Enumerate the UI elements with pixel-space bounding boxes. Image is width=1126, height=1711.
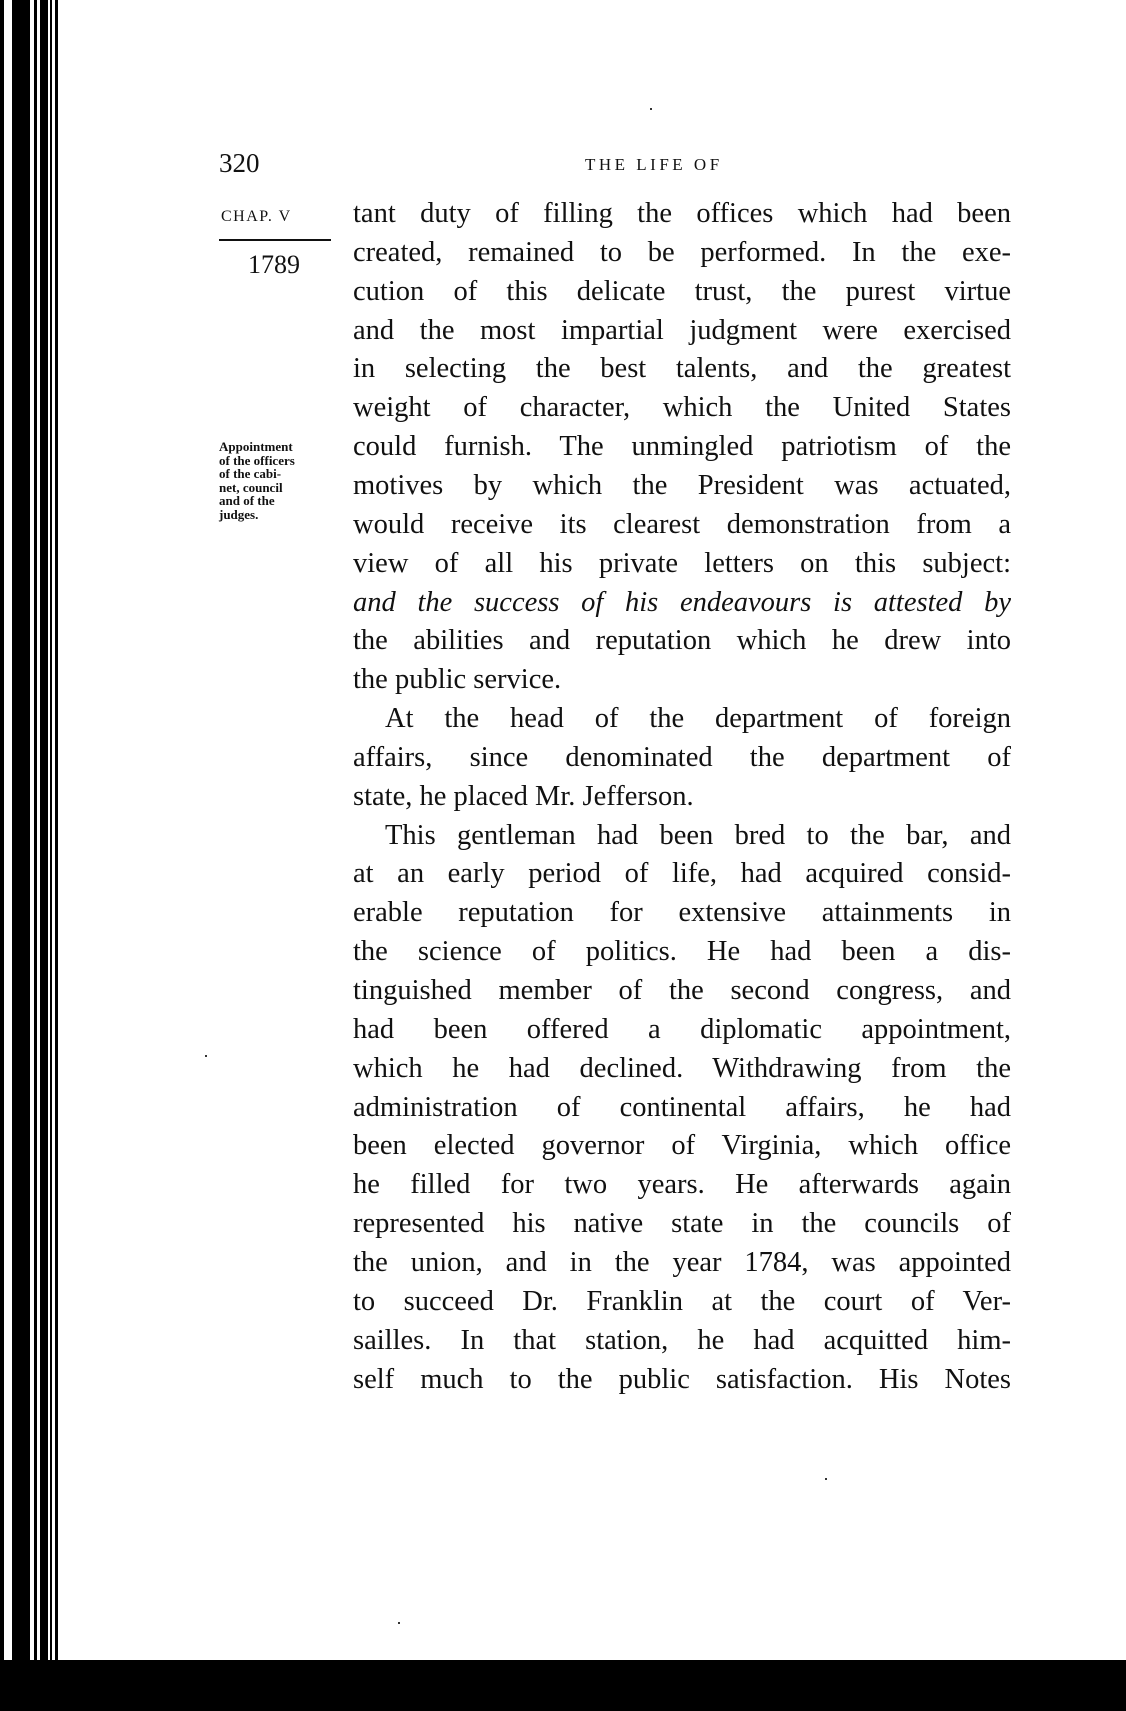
margin-note-line: of the officers: [219, 452, 295, 468]
text-line: sailles. In that station, he had acquitted him-: [353, 1324, 1011, 1356]
text-line: administration of continental affairs, he had: [353, 1091, 1011, 1123]
text-line: the science of politics. He had been a dis-: [353, 936, 1011, 968]
binding-shadow: [34, 0, 37, 1680]
speck: [825, 1478, 827, 1480]
text-line: motives by which the President was actuated,: [353, 469, 1011, 501]
text-line: had been offered a diplomatic appointment,: [353, 1013, 1011, 1045]
binding-shadow: [40, 0, 48, 1690]
text-line: tinguished member of the second congress, and: [353, 975, 1011, 1006]
text-line: the public service.: [353, 664, 562, 696]
text-line: weight of character, which the United States: [353, 392, 1011, 424]
text-line: would receive its clearest demonstration from a: [353, 508, 1011, 540]
text-line: been elected governor of Virginia, which office: [353, 1130, 1011, 1162]
text-line: cution of this delicate trust, the purest virtue: [353, 275, 1011, 307]
speck: [398, 1622, 400, 1624]
text-line: at an early period of life, had acquired consid-: [353, 858, 1011, 890]
scan-edge-band: [0, 1660, 1126, 1711]
text-line: erable reputation for extensive attainments in: [353, 897, 1011, 929]
margin-note: [219, 440, 295, 521]
text-line: At the head of the department of foreign: [385, 703, 1011, 735]
text-line: created, remained to be performed. In the exe-: [353, 236, 1011, 268]
text-line: to succeed Dr. Franklin at the court of Ver-: [353, 1285, 1011, 1317]
text-line: represented his native state in the councils of: [353, 1208, 1011, 1240]
text-line: and the success of his endeavours is attested by: [353, 586, 1011, 618]
margin-note-line: of the cabi-: [219, 466, 282, 481]
text-line: affairs, since denominated the department of: [353, 741, 1011, 773]
text-line: tant duty of filling the offices which had been: [353, 198, 1011, 229]
margin-rule: [219, 239, 331, 241]
running-head: THE LIFE OF: [585, 155, 723, 174]
margin-note-line: judges.: [219, 506, 259, 522]
binding-shadow: [50, 0, 52, 1670]
binding-shadow: [55, 0, 58, 1660]
speck: [205, 1055, 207, 1057]
binding-shadow: [0, 0, 4, 1711]
text-line: self much to the public satisfaction. His Notes: [353, 1363, 1011, 1395]
text-line: the union, and in the year 1784, was appointed: [353, 1246, 1011, 1278]
text-line: state, he placed Mr. Jefferson.: [353, 780, 694, 812]
margin-note-line: and of the: [219, 493, 275, 508]
page-number: 320: [219, 148, 260, 178]
text-line: and the most impartial judgment were exercised: [353, 314, 1011, 346]
text-line: This gentleman had been bred to the bar, and: [385, 819, 1011, 851]
text-line: which he had declined. Withdrawing from the: [353, 1052, 1011, 1084]
binding-shadow: [12, 0, 30, 1700]
text-line: in selecting the best talents, and the greatest: [353, 353, 1011, 385]
margin-note-line: Appointment: [219, 439, 293, 454]
chapter-label: CHAP. V: [221, 208, 292, 225]
text-line: could furnish. The unmingled patriotism of the: [353, 431, 1011, 463]
text-line: the abilities and reputation which he drew into: [353, 625, 1011, 657]
margin-year: 1789: [248, 250, 300, 279]
text-line: he filled for two years. He afterwards again: [353, 1169, 1011, 1201]
text-line: view of all his private letters on this subject:: [353, 547, 1011, 579]
margin-note-line: net, council: [219, 479, 283, 495]
speck: [650, 108, 652, 110]
